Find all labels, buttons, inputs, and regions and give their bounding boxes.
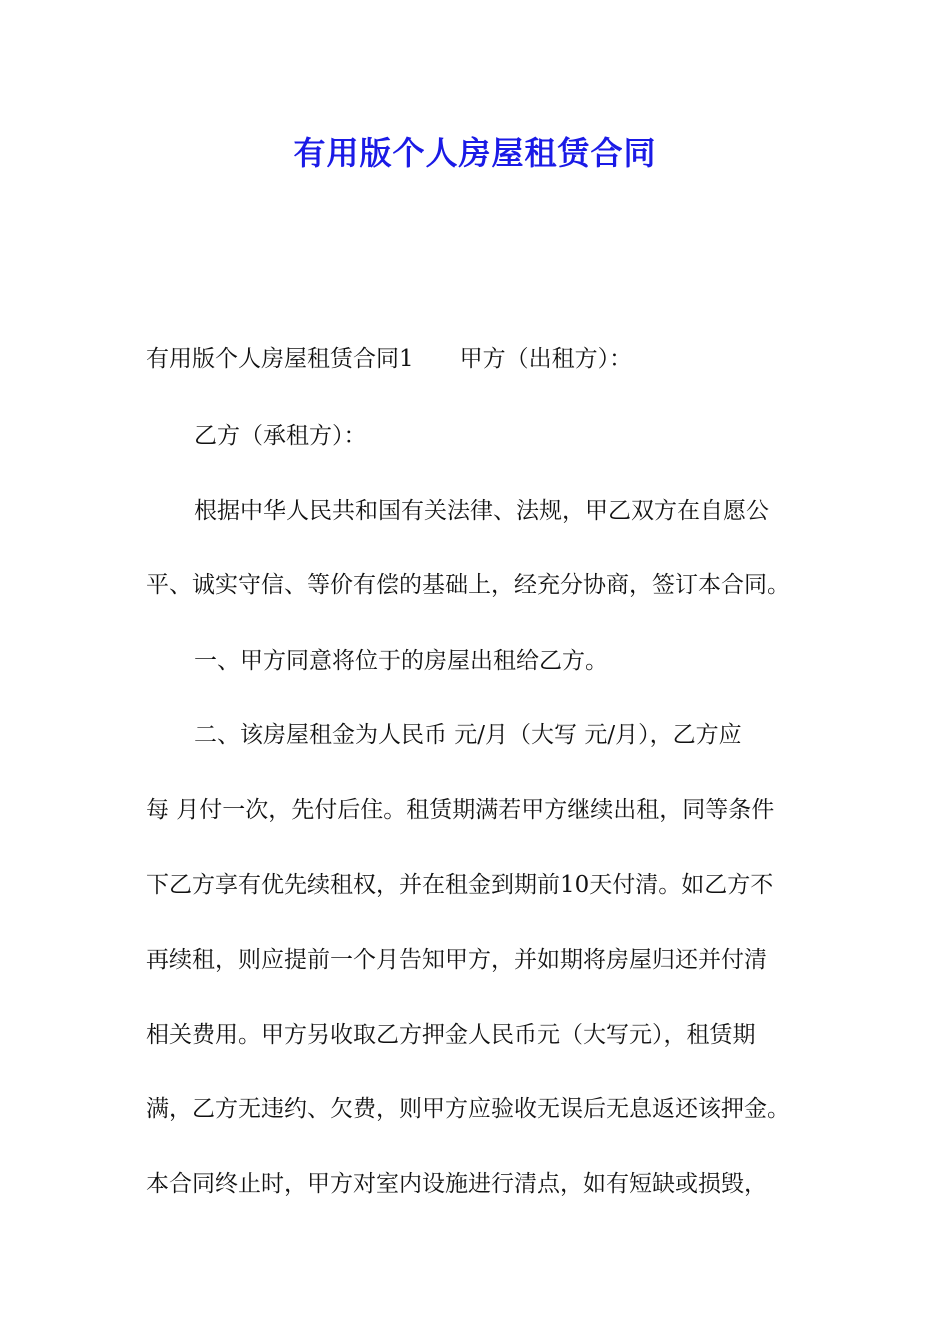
body-line: 满，乙方无违约、欠费，则甲方应验收无误后无息返还该押金。	[146, 1096, 790, 1122]
body-line: 平、诚实守信、等价有偿的基础上，经充分协商，签订本合同。	[146, 572, 790, 598]
body-line: 一、甲方同意将位于的房屋出租给乙方。	[194, 648, 608, 674]
body-line: 乙方（承租方）：	[194, 423, 367, 449]
body-line: 每 月付一次，先付后住。租赁期满若甲方继续出租，同等条件	[146, 797, 775, 823]
body-line: 再续租，则应提前一个月告知甲方，并如期将房屋归还并付清	[146, 947, 767, 973]
body-line: 下乙方享有优先续租权，并在租金到期前10天付清。如乙方不	[146, 872, 774, 898]
body-line: 根据中华人民共和国有关法律、法规，甲乙双方在自愿公	[194, 498, 769, 524]
document-title: 有用版个人房屋租赁合同	[293, 134, 657, 172]
body-line: 相关费用。甲方另收取乙方押金人民币元（大写元），租赁期	[146, 1022, 756, 1048]
body-line: 二、该房屋租金为人民币 元/月（大写 元/月），乙方应	[194, 722, 742, 748]
body-line: 有用版个人房屋租赁合同1 甲方（出租方）：	[146, 346, 633, 372]
body-line: 本合同终止时，甲方对室内设施进行清点，如有短缺或损毁，	[146, 1171, 767, 1197]
